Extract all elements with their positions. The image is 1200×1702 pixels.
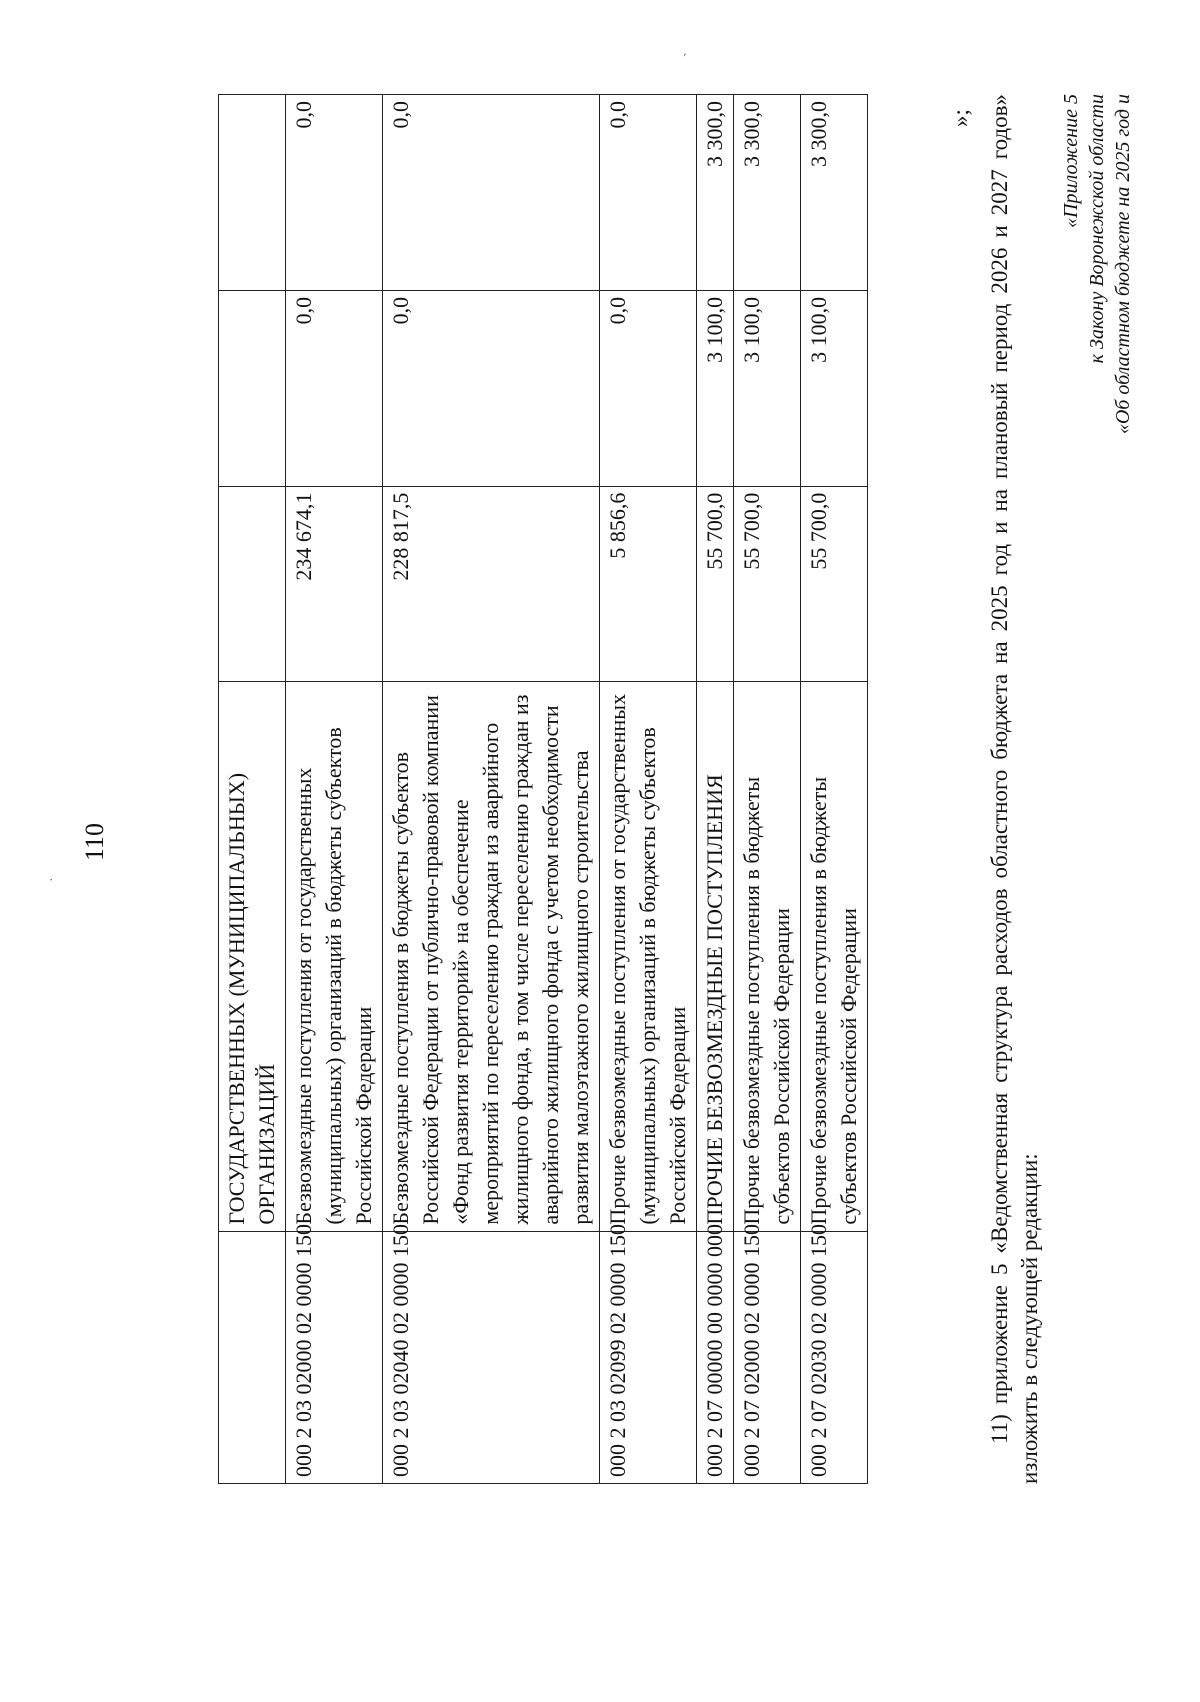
code-cell: 000 2 07 00000 00 0000 000 bbox=[697, 1231, 734, 1483]
table-row bbox=[734, 95, 801, 1484]
value-2027-cell: 3 300,0 bbox=[801, 95, 868, 291]
name-cell: Прочие безвозмездные поступления от государственных (муниципальных) организаций в бюджеты субъектов Российской Федерации bbox=[600, 682, 697, 1231]
scan-dot: · bbox=[45, 877, 60, 882]
name-cell: ГОСУДАРСТВЕННЫХ (МУНИЦИПАЛЬНЫХ) ОРГАНИЗАЦИЙ bbox=[219, 682, 286, 1231]
appendix-subject: «Об областном бюджете на 2025 год и bbox=[1112, 94, 1134, 435]
value-2025-cell: 234 674,1 bbox=[286, 486, 383, 682]
code-cell: 000 2 03 02000 02 0000 150 bbox=[286, 1231, 383, 1483]
value-2027-cell: 0,0 bbox=[383, 95, 600, 291]
code-cell bbox=[219, 1231, 286, 1483]
code-cell: 000 2 03 02099 02 0000 150 bbox=[600, 1231, 697, 1483]
table-row bbox=[383, 95, 600, 1484]
value-2027-cell: 3 300,0 bbox=[734, 95, 801, 291]
closing-quote: »; bbox=[948, 109, 973, 127]
page-number: 110 bbox=[80, 822, 109, 862]
value-2027-cell: 0,0 bbox=[600, 95, 697, 291]
appendix-title: «Приложение 5 bbox=[1060, 94, 1082, 228]
name-cell: Безвозмездные поступления от государственных (муниципальных) организаций в бюджеты субъектов Российской Федерации bbox=[286, 682, 383, 1231]
value-2026-cell: 3 100,0 bbox=[801, 290, 868, 486]
table-row bbox=[600, 95, 697, 1484]
value-2027-cell: 3 300,0 bbox=[697, 95, 734, 291]
appendix-law: к Закону Воронежской области bbox=[1086, 94, 1108, 364]
code-cell: 000 2 07 02000 02 0000 150 bbox=[734, 1231, 801, 1483]
value-2025-cell: 55 700,0 bbox=[734, 486, 801, 682]
value-2025-cell bbox=[219, 486, 286, 682]
value-2026-cell: 0,0 bbox=[286, 290, 383, 486]
code-cell: 000 2 07 02030 02 0000 150 bbox=[801, 1231, 868, 1483]
value-2026-cell: 0,0 bbox=[600, 290, 697, 486]
name-cell: Прочие безвозмездные поступления в бюджеты субъектов Российской Федерации bbox=[734, 682, 801, 1231]
value-2025-cell: 5 856,6 bbox=[600, 486, 697, 682]
table-row bbox=[286, 95, 383, 1484]
value-2025-cell: 55 700,0 bbox=[801, 486, 868, 682]
revenue-table bbox=[218, 94, 868, 1484]
table-row bbox=[697, 95, 734, 1484]
value-2026-cell: 3 100,0 bbox=[697, 290, 734, 486]
amendment-paragraph: 11) приложение 5 «Ведомственная структура расходов областного бюджета на 2025 год и на плановый период 2026 и 2027 годов» изложить в следующей редакции: bbox=[987, 94, 1042, 1484]
table-row bbox=[219, 95, 286, 1484]
value-2027-cell: 0,0 bbox=[286, 95, 383, 291]
table-row bbox=[801, 95, 868, 1484]
value-2026-cell: 3 100,0 bbox=[734, 290, 801, 486]
name-cell: ПРОЧИЕ БЕЗВОЗМЕЗДНЫЕ ПОСТУПЛЕНИЯ bbox=[697, 682, 734, 1231]
name-cell: Прочие безвозмездные поступления в бюджеты субъектов Российской Федерации bbox=[801, 682, 868, 1231]
value-2025-cell: 228 817,5 bbox=[383, 486, 600, 682]
appendix-header bbox=[1058, 94, 1136, 622]
value-2026-cell bbox=[219, 290, 286, 486]
name-cell: Безвозмездные поступления в бюджеты субъектов Российской Федерации от публично-правовой компании «Фонд развития территорий» на обеспечение мероприятий по переселению граждан из аварийного жилищного фонда, в том числе переселению граждан из аварийного жилищного фонда с учетом необходимости развития малоэтажного жилищного строительства bbox=[383, 682, 600, 1231]
scan-mark: ˎ bbox=[672, 52, 687, 57]
value-2025-cell: 55 700,0 bbox=[697, 486, 734, 682]
value-2027-cell bbox=[219, 95, 286, 291]
code-cell: 000 2 03 02040 02 0000 150 bbox=[383, 1231, 600, 1483]
value-2026-cell: 0,0 bbox=[383, 290, 600, 486]
